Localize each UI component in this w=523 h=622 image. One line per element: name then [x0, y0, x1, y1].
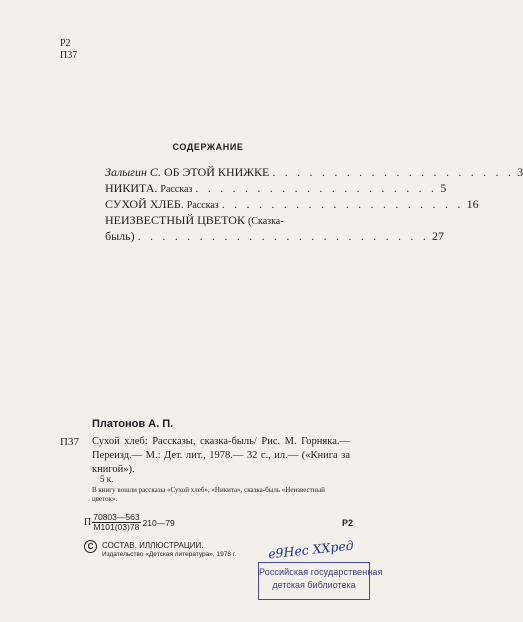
corner-code-2: П37: [60, 50, 78, 61]
toc-dot-leader: . . . . . . . . . . . . . . . . . . . . . . . .: [137, 229, 430, 243]
catalog-code: П37: [60, 436, 79, 448]
corner-code-1: Р2: [60, 38, 71, 49]
index-denominator: М101(03)78: [93, 522, 140, 532]
stamp-line-1: Российская государственная: [259, 567, 383, 577]
toc-entry-genre: Рассказ: [186, 200, 219, 211]
toc-entry-page: 16: [466, 197, 479, 211]
handwritten-inventory-mark: e9Hec XXред: [267, 537, 355, 562]
toc-dot-leader: . . . . . . . . . . . . . . . . . . . .: [272, 165, 515, 179]
publication-index: [84, 513, 175, 532]
catalog-author: Платонов А. П.: [92, 418, 174, 430]
classification-code: Р2: [342, 518, 354, 528]
table-of-contents: [105, 164, 523, 244]
catalog-description: Сухой хлеб: Рассказы, сказка-быль/ Рис. М. Горняка.— Переизд.— М.: Дет. лит., 1978.— 32 с., ил.— («Книга за книгой»).: [92, 436, 350, 475]
toc-dot-leader: . . . . . . . . . . . . . . . . . . . .: [221, 197, 464, 211]
toc-entry-page: 5: [440, 181, 447, 195]
toc-entry-genre: (Сказка-: [247, 216, 284, 227]
toc-entry-page: 27: [432, 229, 445, 243]
toc-entry[interactable]: [105, 164, 523, 180]
catalog-note: В книгу вошли рассказы «Сухой хлеб», «Никита», сказка-быль «Неизвестный цветок».: [92, 486, 325, 503]
toc-entry[interactable]: [105, 212, 320, 228]
toc-entry[interactable]: [105, 196, 479, 212]
toc-entry-author: Залыгин С.: [105, 165, 161, 179]
toc-entry-page: 3: [517, 165, 523, 179]
copyright-icon: С: [84, 540, 97, 553]
toc-entry[interactable]: [105, 180, 447, 196]
toc-entry-title: быль): [105, 229, 135, 243]
toc-entry-title: ОБ ЭТОЙ КНИЖКЕ: [163, 165, 270, 179]
index-numerator: 70803—563: [93, 512, 140, 522]
index-prefix: П: [84, 517, 92, 528]
index-tail: 210—79: [142, 517, 175, 528]
library-stamp: [258, 562, 383, 600]
toc-dot-leader: . . . . . . . . . . . . . . . . . . . .: [195, 181, 438, 195]
toc-entry-title: СУХОЙ ХЛЕБ.: [105, 197, 184, 211]
toc-entry-title: НИКИТА.: [105, 181, 158, 195]
price: 5 к.: [100, 474, 114, 484]
publisher-line: Издательство «Детская литература», 1978 г.: [102, 551, 237, 558]
toc-title: СОДЕРЖАНИЕ: [172, 142, 244, 152]
copyright-line: СОСТАВ. ИЛЛЮСТРАЦИИ.: [102, 541, 204, 550]
toc-entry-continuation[interactable]: [105, 228, 445, 244]
toc-entry-title: НЕИЗВЕСТНЫЙ ЦВЕТОК: [105, 213, 245, 227]
toc-entry-genre: Рассказ: [160, 184, 193, 195]
stamp-line-2: детская библиотека: [272, 580, 356, 590]
